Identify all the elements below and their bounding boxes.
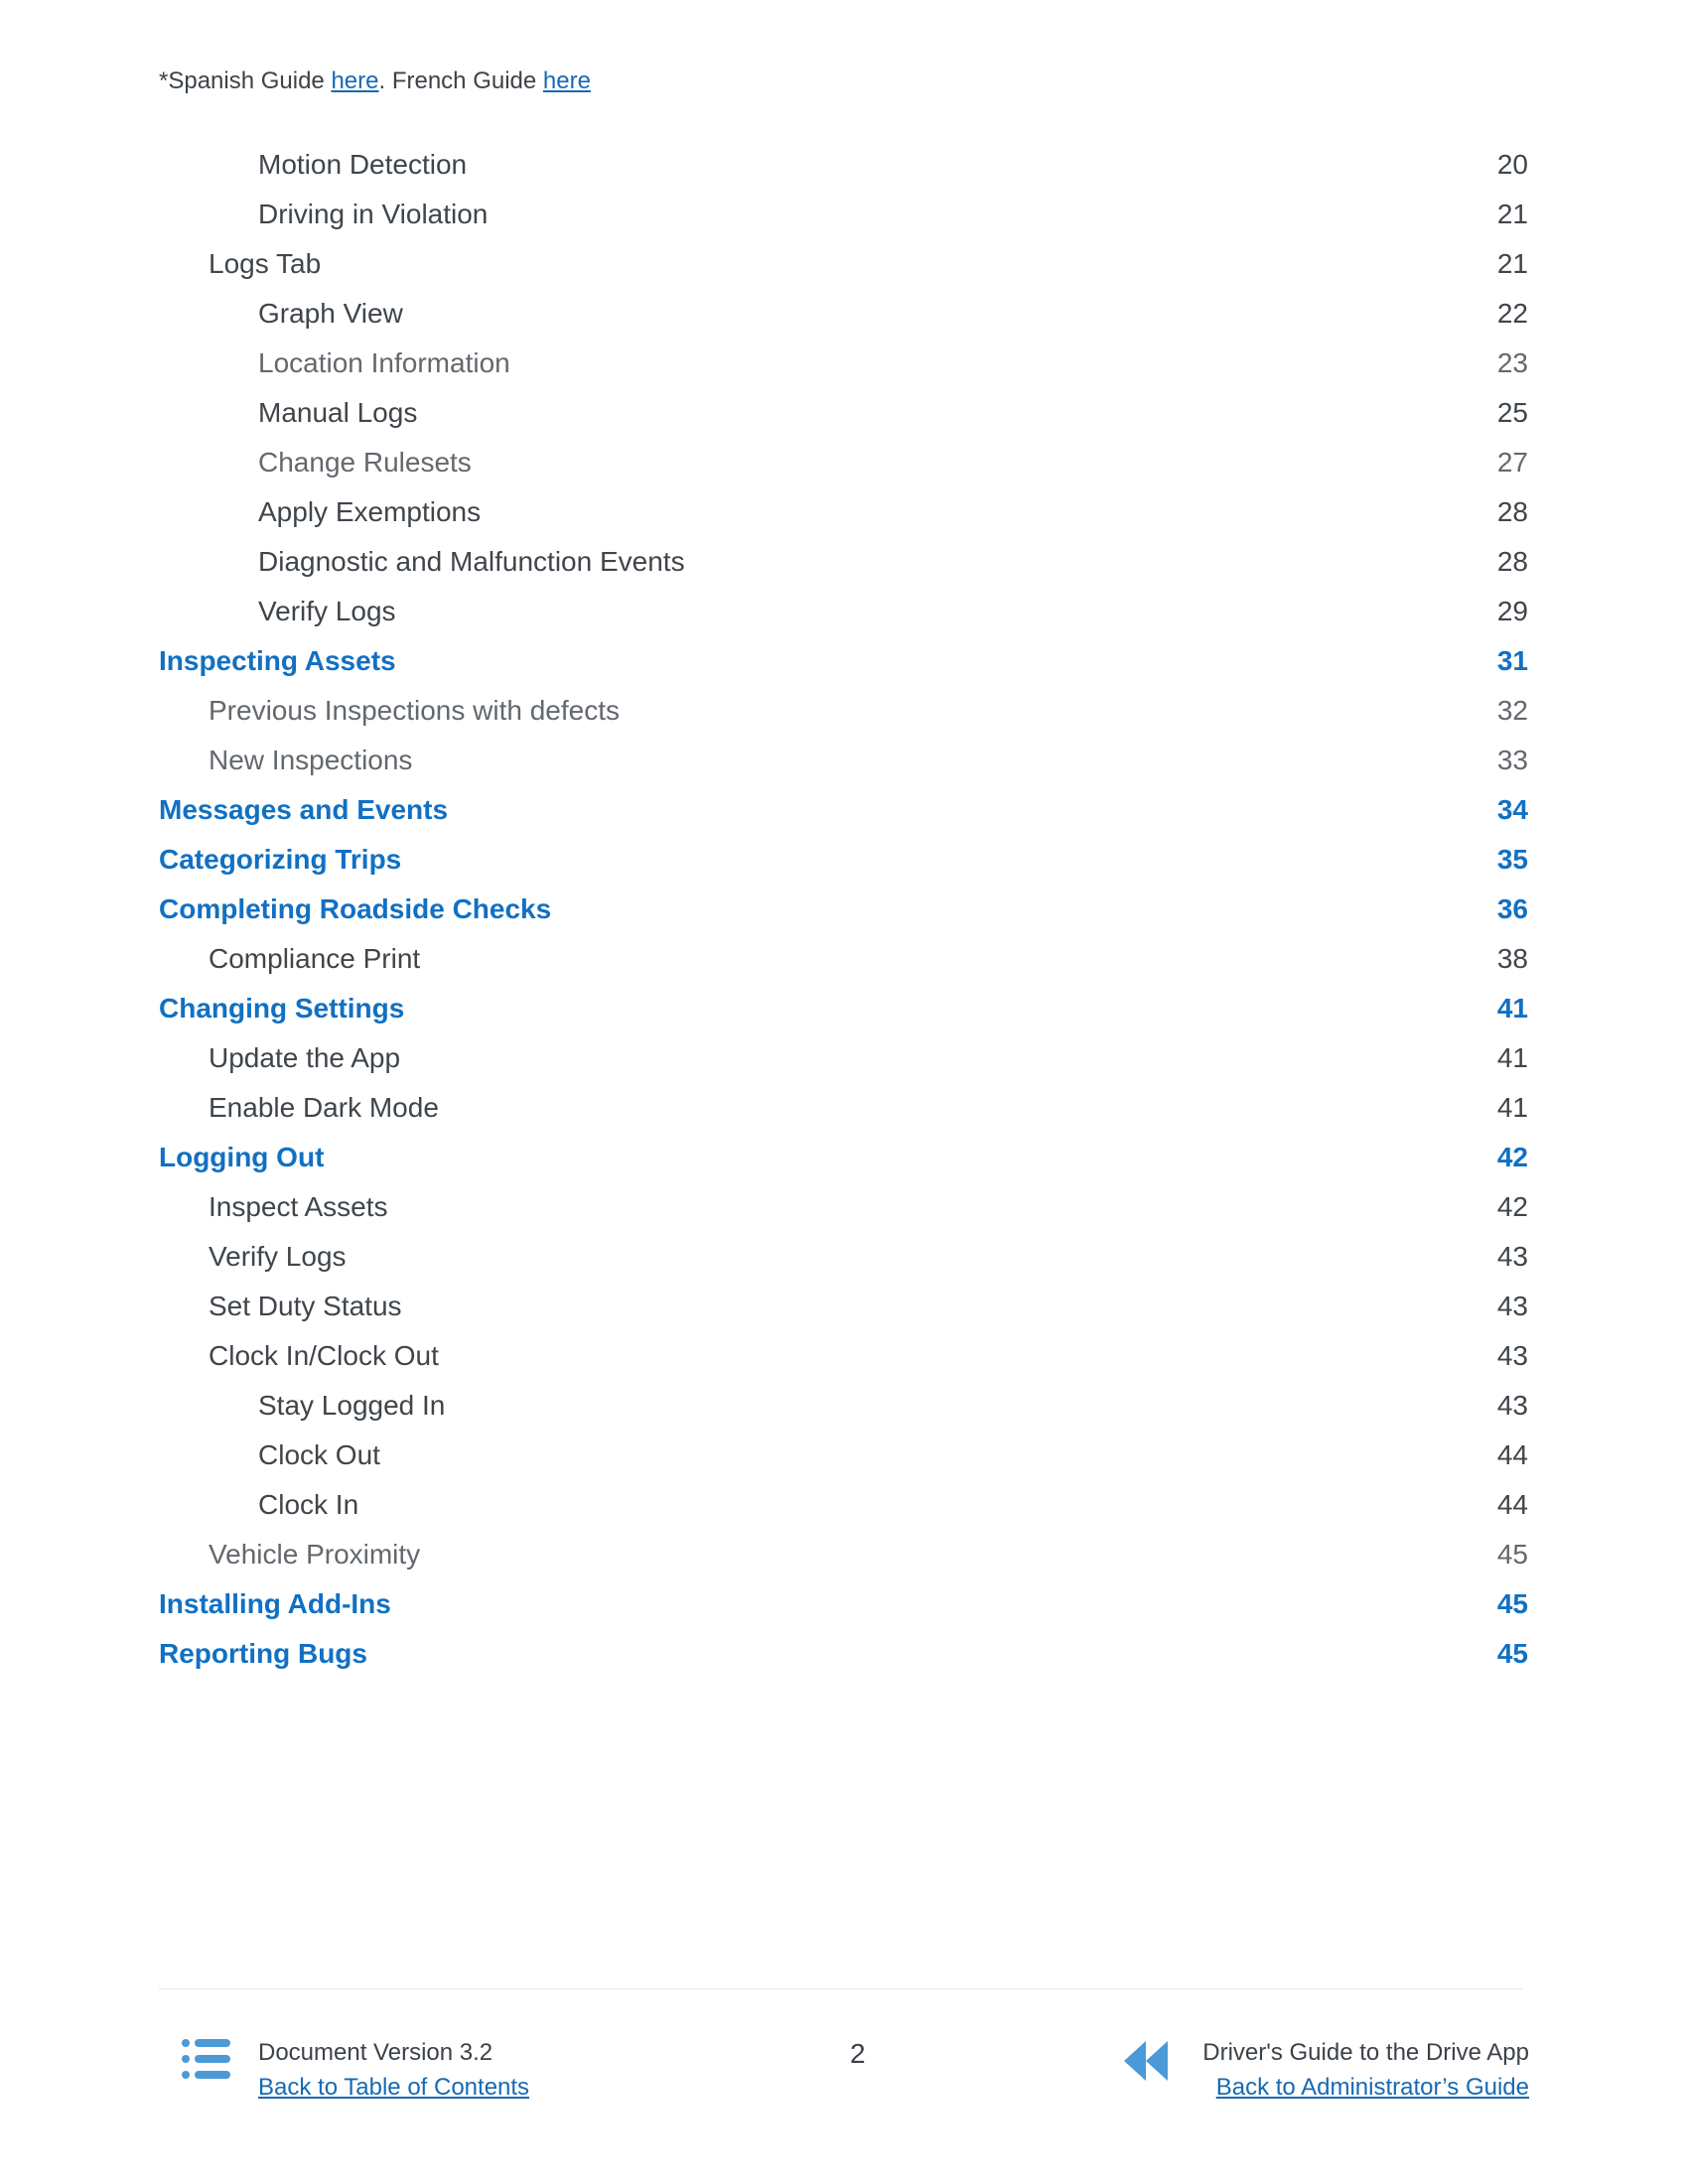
toc-entry-title[interactable]: Clock Out: [258, 1439, 380, 1470]
toc-entry[interactable]: [159, 1182, 1528, 1232]
toc-entry[interactable]: [159, 835, 1528, 885]
toc-entry-title[interactable]: Previous Inspections with defects: [209, 695, 620, 726]
toc-entry-page[interactable]: 42: [1496, 1191, 1528, 1222]
toc-entry-title[interactable]: New Inspections: [209, 745, 413, 775]
toc-entry-title[interactable]: Verify Logs: [209, 1241, 347, 1272]
toc-entry-page[interactable]: 28: [1496, 546, 1528, 577]
toc-entry-page[interactable]: 29: [1496, 596, 1528, 626]
toc-entry[interactable]: [159, 1480, 1528, 1530]
toc-entry-page[interactable]: 25: [1496, 397, 1528, 428]
toc-entry-title[interactable]: Inspect Assets: [209, 1191, 388, 1222]
toc-entry-page[interactable]: 33: [1496, 745, 1528, 775]
toc-entry[interactable]: [159, 1431, 1528, 1480]
footer-right: [1202, 2035, 1529, 2105]
toc-entry-title[interactable]: Logs Tab: [209, 248, 322, 279]
document-version: Document Version 3.2: [258, 2039, 493, 2066]
toc-entry-page[interactable]: 21: [1496, 199, 1528, 229]
toc-entry-page[interactable]: 41: [1496, 1042, 1528, 1073]
toc-entry-title[interactable]: Changing Settings: [159, 993, 405, 1024]
toc-entry-title[interactable]: Compliance Print: [209, 943, 421, 974]
toc-entry-page[interactable]: 36: [1496, 893, 1528, 924]
toc-entry-title[interactable]: Categorizing Trips: [159, 844, 402, 875]
toc-entry[interactable]: [159, 984, 1528, 1033]
toc-entry-page[interactable]: 43: [1496, 1390, 1528, 1421]
toc-entry[interactable]: [159, 1331, 1528, 1381]
french-guide-link[interactable]: here: [542, 68, 591, 94]
toc-entry-title[interactable]: Manual Logs: [258, 397, 418, 428]
toc-entry[interactable]: [159, 1381, 1528, 1431]
toc-entry-title[interactable]: Verify Logs: [258, 596, 396, 626]
toc-entry-page[interactable]: 45: [1496, 1539, 1528, 1570]
toc-entry-title[interactable]: Update the App: [209, 1042, 401, 1073]
page-number: 2: [850, 2038, 866, 2069]
footer-divider: [159, 1988, 1522, 1989]
toc-entry[interactable]: [159, 339, 1528, 388]
toc-entry[interactable]: [159, 388, 1528, 438]
table-of-contents: [159, 140, 1528, 1679]
toc-entry-page[interactable]: 21: [1496, 248, 1528, 279]
toc-entry-page[interactable]: 43: [1496, 1241, 1528, 1272]
toc-entry[interactable]: [159, 289, 1528, 339]
toc-entry[interactable]: [159, 636, 1528, 686]
toc-entry[interactable]: [159, 686, 1528, 736]
footer-left: [258, 2035, 529, 2105]
back-to-admin-guide-link[interactable]: Back to Administrator’s Guide: [1215, 2074, 1529, 2101]
toc-entry[interactable]: [159, 1232, 1528, 1282]
toc-entry-title[interactable]: Logging Out: [159, 1142, 325, 1172]
list-icon[interactable]: [181, 2037, 232, 2081]
toc-entry-page[interactable]: 41: [1496, 1092, 1528, 1123]
toc-entry[interactable]: [159, 1629, 1528, 1679]
toc-entry-title[interactable]: Vehicle Proximity: [209, 1539, 421, 1570]
toc-entry[interactable]: [159, 885, 1528, 934]
toc-entry[interactable]: [159, 190, 1528, 239]
toc-entry[interactable]: [159, 1282, 1528, 1331]
toc-entry[interactable]: [159, 1579, 1528, 1629]
toc-entry-title[interactable]: Completing Roadside Checks: [159, 893, 552, 924]
toc-entry-title[interactable]: Clock In/Clock Out: [209, 1340, 439, 1371]
toc-entry-page[interactable]: 22: [1496, 298, 1528, 329]
toc-entry-page[interactable]: 45: [1496, 1638, 1528, 1669]
toc-entry-page[interactable]: 43: [1496, 1291, 1528, 1321]
toc-entry-page[interactable]: 35: [1496, 844, 1528, 875]
guide-title: Driver's Guide to the Drive App: [1202, 2039, 1529, 2066]
rewind-icon[interactable]: [1122, 2039, 1170, 2083]
toc-entry[interactable]: [159, 785, 1528, 835]
toc-entry-title[interactable]: Motion Detection: [258, 149, 468, 180]
toc-entry-page[interactable]: 44: [1496, 1439, 1528, 1470]
toc-entry[interactable]: [159, 1033, 1528, 1083]
toc-entry-title[interactable]: Diagnostic and Malfunction Events: [258, 546, 685, 577]
toc-entry-page[interactable]: 27: [1496, 447, 1528, 478]
toc-entry-page[interactable]: 45: [1496, 1588, 1528, 1619]
toc-entry-page[interactable]: 38: [1496, 943, 1528, 974]
toc-entry-title[interactable]: Graph View: [258, 298, 403, 329]
spanish-guide-link[interactable]: here: [331, 68, 379, 94]
toc-entry[interactable]: [159, 1083, 1528, 1133]
toc-entry-page[interactable]: 44: [1496, 1489, 1528, 1520]
toc-entry-page[interactable]: 42: [1496, 1142, 1528, 1172]
toc-entry-title[interactable]: Stay Logged In: [258, 1390, 446, 1421]
toc-entry-page[interactable]: 32: [1496, 695, 1528, 726]
toc-entry[interactable]: [159, 438, 1528, 487]
toc-entry-page[interactable]: 28: [1496, 496, 1528, 527]
toc-entry-title[interactable]: Enable Dark Mode: [209, 1092, 439, 1123]
toc-entry-title[interactable]: Inspecting Assets: [159, 645, 396, 676]
toc-entry-title[interactable]: Change Rulesets: [258, 447, 472, 478]
toc-entry-title[interactable]: Location Information: [258, 347, 510, 378]
toc-entry-page[interactable]: 41: [1496, 993, 1528, 1024]
toc-entry[interactable]: [159, 587, 1528, 636]
toc-entry-page[interactable]: 20: [1496, 149, 1528, 180]
language-guides-note: [159, 68, 591, 95]
back-to-toc-link[interactable]: Back to Table of Contents: [258, 2074, 530, 2101]
toc-entry-title[interactable]: Apply Exemptions: [258, 496, 482, 527]
toc-entry[interactable]: [159, 140, 1528, 190]
toc-entry[interactable]: [159, 934, 1528, 984]
toc-entry-title[interactable]: Clock In: [258, 1489, 359, 1520]
toc-entry[interactable]: [159, 736, 1528, 785]
toc-entry-title[interactable]: Messages and Events: [159, 794, 449, 825]
toc-entry-page[interactable]: 23: [1496, 347, 1528, 378]
toc-entry-title[interactable]: Driving in Violation: [258, 199, 489, 229]
toc-entry[interactable]: [159, 537, 1528, 587]
toc-entry[interactable]: [159, 1133, 1528, 1182]
toc-entry-page[interactable]: 34: [1496, 794, 1528, 825]
french-guide-label: . French Guide: [378, 68, 543, 94]
toc-entry[interactable]: [159, 1530, 1528, 1579]
toc-entry[interactable]: [159, 487, 1528, 537]
toc-entry-page[interactable]: 43: [1496, 1340, 1528, 1371]
spanish-guide-label: *Spanish Guide: [159, 68, 332, 94]
toc-entry-title[interactable]: Set Duty Status: [209, 1291, 402, 1321]
toc-entry-title[interactable]: Reporting Bugs: [159, 1638, 367, 1669]
toc-entry[interactable]: [159, 239, 1528, 289]
toc-entry-title[interactable]: Installing Add-Ins: [159, 1588, 391, 1619]
toc-entry-page[interactable]: 31: [1496, 645, 1528, 676]
